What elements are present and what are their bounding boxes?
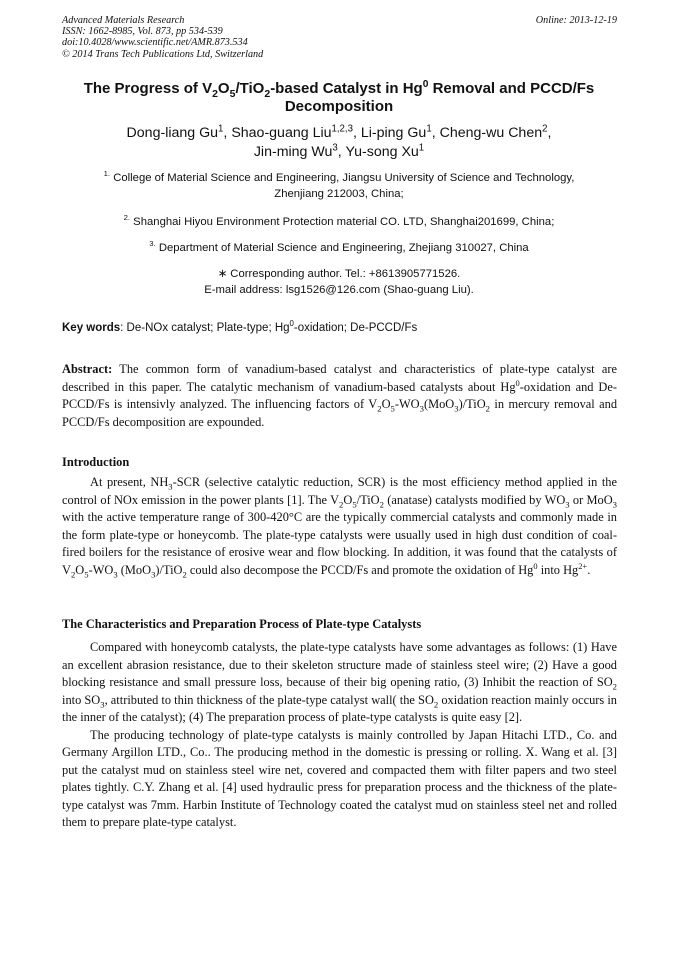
author: Li-ping Gu — [360, 125, 427, 141]
journal-name: Advanced Materials Research — [62, 15, 185, 26]
online-date: Online: 2013-12-19 — [535, 15, 617, 26]
author: Yu-song Xu — [345, 144, 419, 160]
affiliation-2: $^{2.}$ Shanghai Hiyou Environment Protection material CO. LTD, Shanghai201699, China; — [123, 213, 555, 228]
author: Jin-ming Wu — [253, 144, 333, 160]
characteristics-paragraph-1: Compared with honeycomb catalysts, the plate-type catalysts have some advantages as follows: (1) Have an excellent abrasion resistance, due to their skeleton structure made of stainless steel wire; (2) Have a good blocking resistance and small pressure loss, because of their big opening ratio, (3) Inhibit the reaction of $SO_2$ into $SO_3$, attributed to thin thickness of the plate-type catalyst wall( the $SO_2$ oxidation reaction mainly occurs in the inner of the catalyst); (4) The preparation process of plate-type catalysts is quite easy [2]. — [62, 640, 617, 724]
journal-header — [62, 15, 617, 60]
corresponding-author: ∗ Corresponding author. Tel.: +8613905771526. E-mail address: lsg1526@126.com (Shao-guang Liu). — [60, 266, 618, 298]
characteristics-section-body — [62, 639, 617, 832]
paper-title: The Progress of $V_2O_5/TiO_2$-based Catalyst in Hg$^0$ Removal and PCCD/Fs Decomposition — [83, 79, 595, 115]
author: Cheng-wu Chen — [439, 125, 543, 141]
introduction-paragraph: At present, $NH_3$-SCR (selective catalytic reduction, SCR) is the most efficiency method applied in the control of NOx emission in the power plants [1]. The $V_2O_5/TiO_2$ (anatase) catalysts modified by $WO_3$ or MoO$_3$ with the active temperature range of 300-420°C are the typically commercial catalysts and commonly made in the form plate-type or honeycomb. The plate-type catalysts were usually used in high dust condition of coal-fired boilers for the resistance of erosive wear and flow blocking. In addition, it was found that the catalysts of $V_2O_5-WO_3$ (MoO$_3$)/TiO$_2$ could also decompose the PCCD/Fs and promote the oxidation of Hg$^0$ into $Hg^{2+}$. — [62, 475, 617, 579]
affiliation-3: $^{3.}$ Department of Material Science and Engineering, Zhejiang 310027, China — [149, 239, 529, 254]
affiliation-1: $^{1.}$ College of Material Science and Engineering, Jiangsu University of Science and Technology, Zhenjiang 212003, China; — [103, 169, 575, 200]
section-heading-introduction: Introduction — [62, 455, 130, 469]
author-list: Dong-liang Gu$^1$, Shao-guang Liu$^{1,2,3}$, Li-ping Gu$^1$, Cheng-wu Chen$^2$, Jin-ming Wu$^3$, Yu-song Xu$^1$ — [126, 123, 552, 160]
section-heading-characteristics: The Characteristics and Preparation Process of Plate-type Catalysts — [62, 617, 422, 631]
abstract: Abstract: The common form of vanadium-based catalyst and characteristics of plate-type catalyst are described in this paper. The catalytic mechanism of vanadium-based catalysts about Hg$^0$-oxidation and De-PCCD/Fs is intensivly analyzed. The influencing factors of $V_2O_5-WO_3(MoO_3)/TiO_2$ in mercury removal and PCCD/Fs decomposition are expounded. — [62, 362, 618, 429]
characteristics-paragraph-2: The producing technology of plate-type catalysts is mainly controlled by Japan Hitachi LTD., Co. and Germany Argillon LTD., Co.. The producing method in the domestic is pressing or rolling. X. Wang et al. [3] put the catalyst mud on stainless steel wire net, covered and compacted them with filter papers and two steel plates tightly. C.Y. Zhang et al. [4] used hydraulic press for preparation process and the thickness of the plate-type catalyst was 7mm. Harbin Institute of Technology coated the catalyst mud on stainless steel net and rolled them to prepare plate-type catalyst. — [62, 727, 617, 829]
email-address: E-mail address: lsg1526@126.com (Shao-guang Liu). — [204, 284, 474, 296]
issn-line: ISSN: 1662-8985, Vol. 873, pp 534-539 — [62, 26, 223, 38]
keywords: Key words: De-NOx catalyst; Plate-type; Hg$^0$-oxidation; De-PCCD/Fs — [62, 319, 418, 334]
copyright-line: © 2014 Trans Tech Publications Ltd, Switzerland — [62, 48, 264, 60]
author: Shao-guang Liu — [231, 125, 332, 141]
doi-line: doi:10.4028/www.scientific.net/AMR.873.534 — [62, 37, 248, 49]
author: Dong-liang Gu — [126, 125, 219, 141]
